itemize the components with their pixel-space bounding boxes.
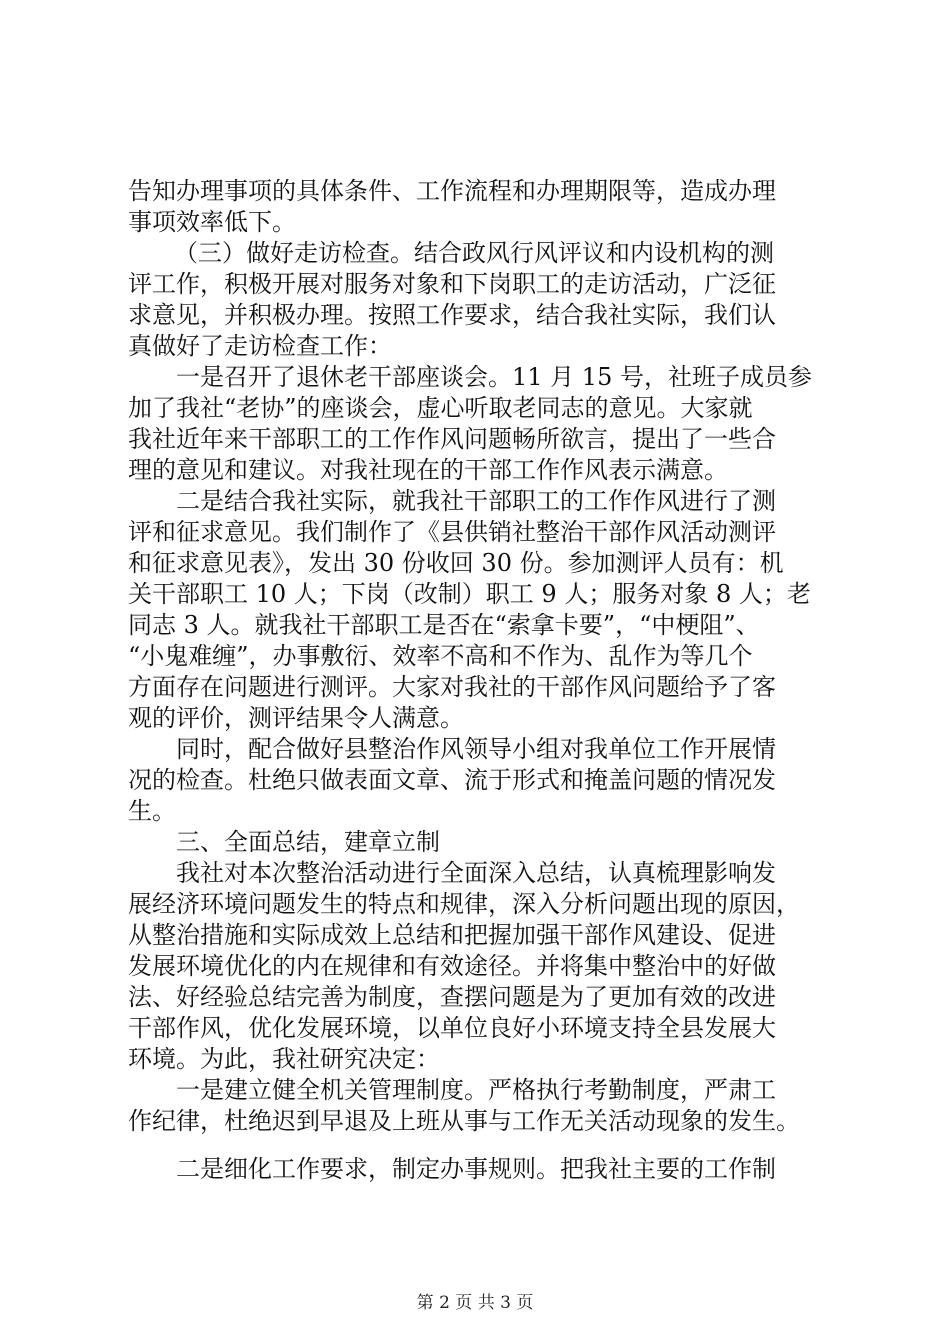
text-line: 理的意见和建议。对我社现在的干部工作作风表示满意。: [128, 456, 728, 484]
text-line: 二是细化工作要求，制定办事规则。把我社主要的工作制: [176, 1155, 776, 1183]
text-line: 况的检查。杜绝只做表面文章、流于形式和掩盖问题的情况发: [128, 766, 776, 794]
text-line: 一是建立健全机关管理制度。严格执行考勤制度，严肃工: [176, 1076, 776, 1104]
text-line: 二是结合我社实际，就我社干部职工的工作作风进行了测: [176, 487, 776, 515]
text-line: 事项效率低下。: [128, 208, 296, 236]
text-line: 生。: [128, 797, 176, 825]
text-line: 同志 3 人。就我社干部职工是否在“索拿卡要”，“中梗阻”、: [128, 611, 760, 639]
text-line: 发展环境优化的内在规律和有效途径。并将集中整治中的好做: [128, 952, 776, 980]
page-number-footer: 第 2 页 共 3 页: [416, 1293, 534, 1313]
text-line: （三）做好走访检查。结合政风行风评议和内设机构的测: [174, 239, 774, 267]
text-line: 加了我社“老协”的座谈会，虚心听取老同志的意见。大家就: [128, 394, 753, 422]
text-line: 我社近年来干部职工的工作作风问题畅所欲言，提出了一些合: [128, 425, 776, 453]
text-line: 法、好经验总结完善为制度，查摆问题是为了更加有效的改进: [128, 983, 776, 1011]
text-line: 评工作，积极开展对服务对象和下岗职工的走访活动，广泛征: [128, 270, 776, 298]
text-line: 同时，配合做好县整治作风领导小组对我单位工作开展情: [176, 735, 776, 763]
text-line: 和征求意见表》，发出 30 份收回 30 份。参加测评人员有：机: [128, 549, 784, 577]
text-line: 方面存在问题进行测评。大家对我社的干部作风问题给予了客: [128, 673, 776, 701]
text-line: 从整治措施和实际成效上总结和把握加强干部作风建设、促进: [128, 921, 776, 949]
text-line: 作纪律，杜绝迟到早退及上班从事与工作无关活动现象的发生。: [128, 1107, 800, 1135]
text-line: 干部作风，优化发展环境，以单位良好小环境支持全县发展大: [128, 1014, 776, 1042]
text-line: 展经济环境问题发生的特点和规律，深入分析问题出现的原因，: [128, 890, 800, 918]
text-line: 真做好了走访检查工作：: [128, 332, 392, 360]
text-line: 告知办理事项的具体条件、工作流程和办理期限等，造成办理: [128, 177, 776, 205]
section-heading: 三、全面总结，建章立制: [176, 828, 440, 856]
text-line: 关干部职工 10 人；下岗（改制）职工 9 人；服务对象 8 人；老: [128, 580, 811, 608]
text-line: 求意见，并积极办理。按照工作要求，结合我社实际，我们认: [128, 301, 776, 329]
text-line: 一是召开了退休老干部座谈会。11 月 15 号，社班子成员参: [176, 363, 812, 391]
text-line: 观的评价，测评结果令人满意。: [128, 704, 464, 732]
text-line: “小鬼难缠”，办事敷衍、效率不高和不作为、乱作为等几个: [128, 642, 753, 670]
text-line: 评和征求意见。我们制作了《县供销社整治干部作风活动测评: [128, 518, 776, 546]
text-line: 我社对本次整治活动进行全面深入总结，认真梳理影响发: [176, 859, 776, 887]
text-line: 环境。为此，我社研究决定：: [128, 1045, 440, 1073]
